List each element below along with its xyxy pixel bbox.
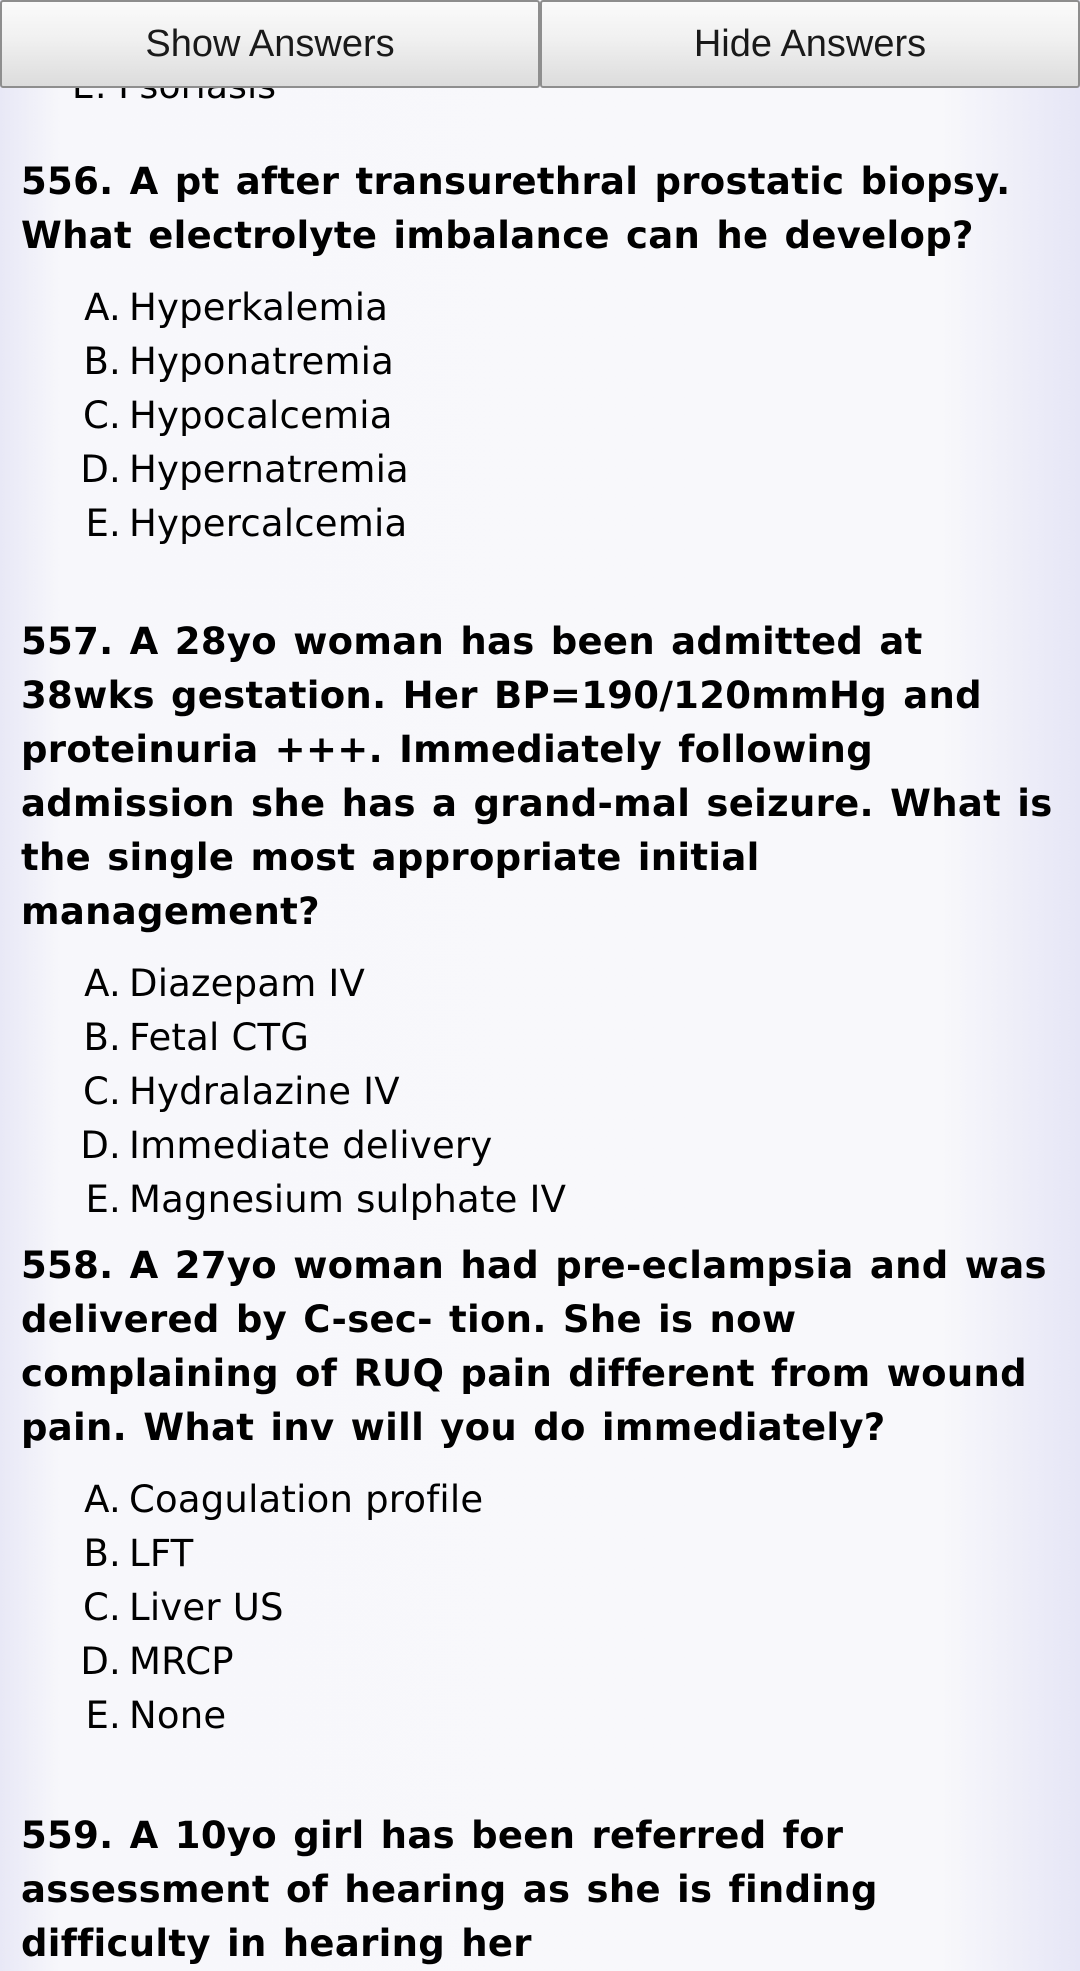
option-letter: A. [84, 286, 121, 329]
option-letter: C. [83, 394, 121, 437]
show-answers-button[interactable]: Show Answers [0, 0, 540, 88]
question-559 [21, 1809, 1061, 1971]
option-text: MRCP [129, 1640, 234, 1683]
option-text: Immediate delivery [129, 1124, 493, 1167]
option-b[interactable] [71, 1011, 1061, 1065]
option-text: Diazepam IV [129, 962, 366, 1005]
option-a[interactable] [71, 281, 1061, 335]
option-text: Fetal CTG [129, 1016, 310, 1059]
option-letter: C. [83, 1070, 121, 1113]
option-text: Hydralazine IV [129, 1070, 400, 1113]
option-text: Hyponatremia [129, 340, 395, 383]
option-text: Liver US [129, 1586, 284, 1629]
option-c[interactable] [71, 1581, 1061, 1635]
option-text: LFT [129, 1532, 194, 1575]
option-d[interactable] [71, 443, 1061, 497]
option-letter: C. [83, 1586, 121, 1629]
option-letter: A. [84, 1478, 121, 1521]
answer-toolbar [0, 0, 1080, 90]
option-text: Hypernatremia [129, 448, 409, 491]
option-text: Coagulation profile [129, 1478, 484, 1521]
question-556 [21, 155, 1061, 551]
question-text: 557. A 28yo woman has been admitted at 38wks gestation. Her BP=190/120mmHg and proteinuria +++. Immediately following admission she has a grand-mal seizure. What is the single most appropriate initial management? [21, 620, 1053, 933]
option-text: Magnesium sulphate IV [129, 1178, 567, 1221]
question-557 [21, 615, 1061, 1227]
option-text: None [129, 1694, 227, 1737]
question-text: 559. A 10yo girl has been referred for assessment of hearing as she is finding difficulty in hearing her [21, 1814, 878, 1965]
option-letter: B. [83, 1532, 121, 1575]
question-list[interactable] [0, 60, 1080, 1965]
question-text: 558. A 27yo woman had pre-eclampsia and was delivered by C-sec- tion. She is now complaining of RUQ pain different from wound pain. What inv will you do immediately? [21, 1244, 1047, 1449]
option-letter: D. [80, 448, 121, 491]
option-letter: E. [85, 502, 121, 545]
option-text: Hypocalcemia [129, 394, 393, 437]
option-e[interactable] [71, 497, 1061, 551]
option-letter: D. [80, 1640, 121, 1683]
option-a[interactable] [71, 957, 1061, 1011]
option-e[interactable] [71, 1689, 1061, 1743]
option-d[interactable] [71, 1119, 1061, 1173]
option-letter: B. [83, 1016, 121, 1059]
option-text: Hypercalcemia [129, 502, 408, 545]
option-b[interactable] [71, 335, 1061, 389]
option-e[interactable] [71, 1173, 1061, 1227]
option-text: Hyperkalemia [129, 286, 389, 329]
question-text: 556. A pt after transurethral prostatic biopsy. What electrolyte imbalance can he develop? [21, 160, 1011, 257]
option-a[interactable] [71, 1473, 1061, 1527]
option-list [21, 281, 1061, 551]
option-list [21, 957, 1061, 1227]
option-d[interactable] [71, 1635, 1061, 1689]
hide-answers-button[interactable]: Hide Answers [540, 0, 1080, 88]
option-list [21, 1473, 1061, 1743]
option-letter: E. [85, 1694, 121, 1737]
option-letter: D. [80, 1124, 121, 1167]
option-c[interactable] [71, 1065, 1061, 1119]
option-c[interactable] [71, 389, 1061, 443]
option-b[interactable] [71, 1527, 1061, 1581]
option-letter: B. [83, 340, 121, 383]
option-letter: A. [84, 962, 121, 1005]
option-letter: E. [85, 1178, 121, 1221]
question-558 [21, 1239, 1061, 1743]
